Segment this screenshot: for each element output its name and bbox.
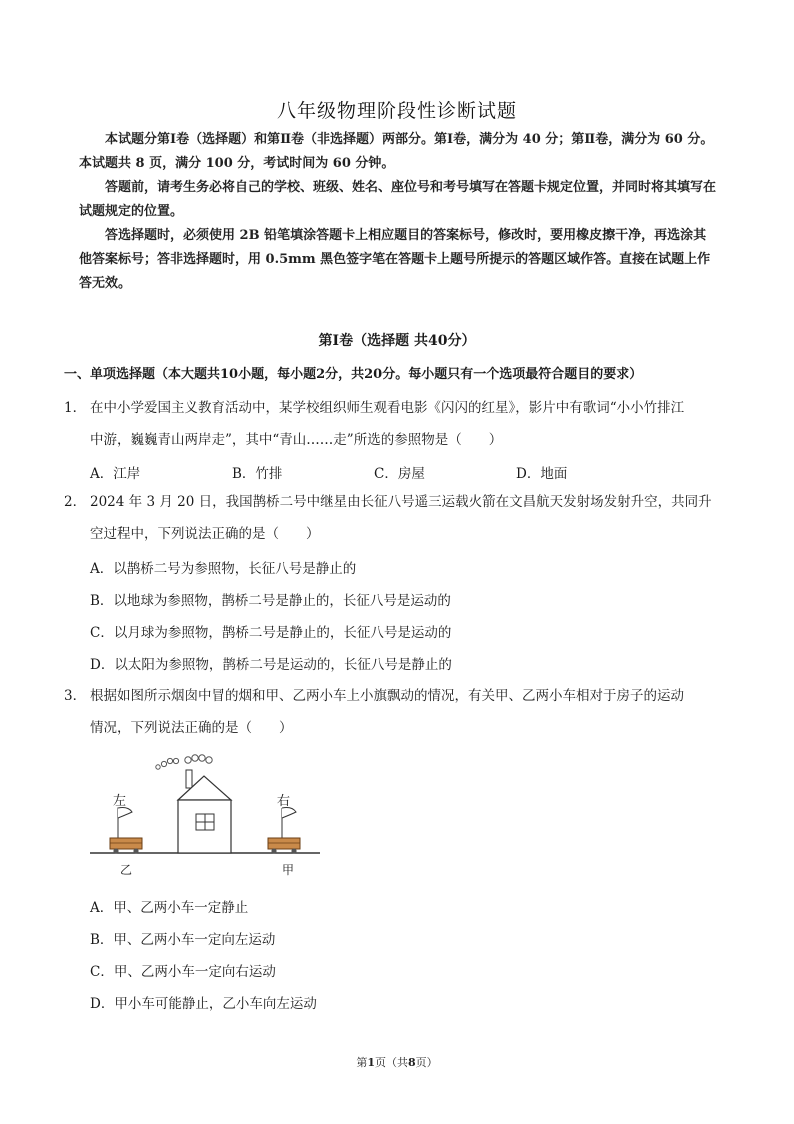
chimney-icon: [186, 770, 192, 788]
option-b: B．以地球为参照物，鹊桥二号是静止的，长征八号是运动的: [90, 593, 451, 609]
footer-total-pages: 8: [408, 1056, 416, 1069]
question-text-cont: 中游，巍巍青山两岸走”，其中“青山……走”所选的参照物是（ ）: [90, 432, 503, 448]
page-title: 八年级物理阶段性诊断试题: [276, 100, 517, 122]
option-c: C．以月球为参照物，鹊桥二号是静止的，长征八号是运动的: [90, 625, 452, 641]
cart-body: [110, 838, 142, 849]
question-1: [64, 392, 724, 456]
question-3-figure: [84, 748, 334, 886]
wheel-icon: [133, 848, 138, 853]
question-text-cont: 情况，下列说法正确的是（ ）: [90, 720, 293, 736]
question-text: 在中小学爱国主义教育活动中，某学校组织师生观看电影《闪闪的红星》，影片中有歌词“小小竹排江: [90, 400, 685, 416]
question-number: 1．: [64, 400, 87, 416]
option-d: D．甲小车可能静止，乙小车向左运动: [90, 996, 317, 1012]
house-cars-diagram: [84, 748, 334, 882]
smoke-icon: [156, 755, 212, 769]
question-number: 3．: [64, 688, 87, 704]
question-text: 2024 年 3 月 20 日，我国鹊桥二号中继星由长征八号遥三运载火箭在文昌航天发射场发射升空，共同升: [90, 494, 712, 510]
flag-icon: [282, 808, 296, 819]
label-yi: 乙: [120, 863, 133, 877]
footer-suffix: 页）: [415, 1056, 438, 1069]
option-a: A．以鹊桥二号为参照物，长征八号是静止的: [90, 561, 357, 577]
question-1-options: [90, 462, 658, 482]
option-a: A．江岸: [90, 466, 141, 482]
wheel-icon: [271, 848, 276, 853]
option-a: A．甲、乙两小车一定静止: [90, 900, 249, 916]
option-b: B．竹排: [232, 466, 283, 482]
page-footer: [0, 1054, 794, 1070]
question-text: 根据如图所示烟囱中冒的烟和甲、乙两小车上小旗飘动的情况，有关甲、乙两小车相对于房子的运动: [90, 688, 684, 704]
cart-body: [268, 838, 300, 849]
instructions: [79, 128, 719, 296]
car-jia: [268, 808, 300, 854]
label-right: 右: [277, 794, 291, 809]
option-c: C．甲、乙两小车一定向右运动: [90, 964, 276, 980]
wheel-icon: [291, 848, 296, 853]
instruction-paragraph: 本试题分第Ⅰ卷（选择题）和第Ⅱ卷（非选择题）两部分。第Ⅰ卷，满分为 40 分；第Ⅱ卷，满分为 60 分。本试题共 8 页，满分 100 分，考试时间为 60 分钟。: [79, 132, 714, 171]
label-jia: 甲: [282, 863, 295, 877]
section-title: 第Ⅰ卷（选择题 共40分）: [318, 333, 476, 349]
option-b: B．甲、乙两小车一定向左运动: [90, 932, 276, 948]
footer-prefix: 第: [356, 1056, 368, 1069]
option-c: C．房屋: [374, 466, 425, 482]
car-yi: [110, 808, 142, 854]
question-text-cont: 空过程中，下列说法正确的是（ ）: [90, 526, 320, 542]
instruction-paragraph: 答选择题时，必须使用 2B 铅笔填涂答题卡上相应题目的答案标号，修改时，要用橡皮擦干净，再选涂其他答案标号；答非选择题时，用 0.5mm 黑色签字笔在答题卡上题号所提示的答题区域作答。直接在试题上作答无效。: [79, 228, 711, 291]
question-2: [64, 486, 724, 550]
option-d: D．以太阳为参照物，鹊桥二号是运动的，长征八号是静止的: [90, 657, 452, 673]
wheel-icon: [113, 848, 118, 853]
option-d: D．地面: [516, 466, 568, 482]
footer-page-number: 1: [367, 1056, 375, 1069]
instruction-paragraph: 答题前，请考生务必将自己的学校、班级、姓名、座位号和考号填写在答题卡规定位置，并同时将其填写在试题规定的位置。: [79, 180, 717, 219]
footer-mid: 页（共: [375, 1056, 408, 1069]
question-number: 2．: [64, 494, 87, 510]
label-left: 左: [113, 794, 127, 809]
question-3: [64, 680, 724, 744]
part-heading: 一、单项选择题（本大题共10小题，每小题2分，共20分。每小题只有一个选项最符合题目的要求）: [64, 367, 643, 382]
